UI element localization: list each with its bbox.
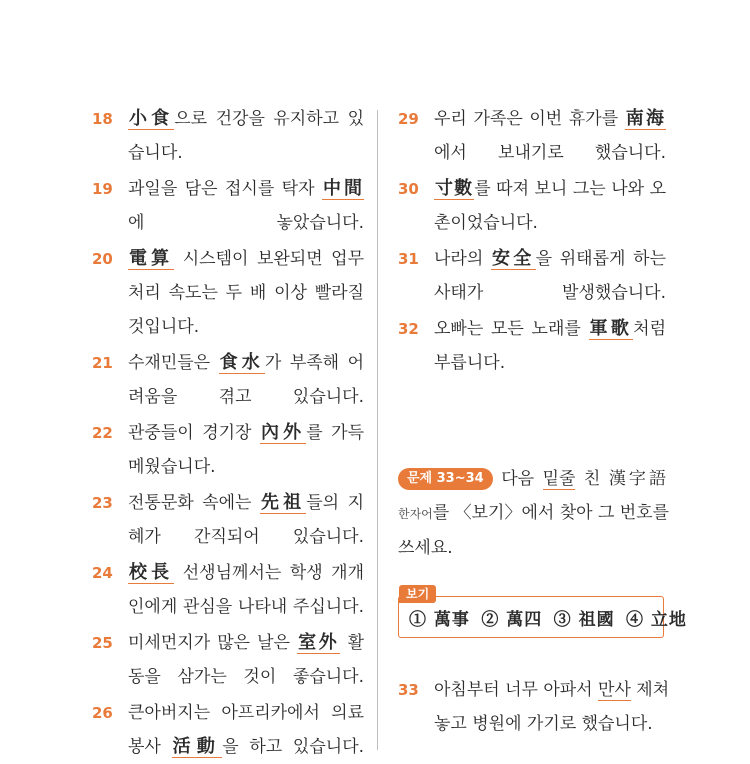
question-text: 을 하고 있습니다. [222, 737, 365, 757]
question-33 [398, 673, 670, 741]
question-line [128, 102, 364, 136]
question-text: 으로 건강을 유지하고 있 [174, 109, 365, 129]
hanja-term: 安全 [491, 248, 535, 269]
question-number: 31 [398, 250, 419, 268]
hanja-term: 小食 [129, 108, 174, 129]
bogi-option: ① 萬事 [409, 610, 470, 630]
bogi-option: ③ 祖國 [553, 610, 615, 630]
question-text: 인에게 관심을 나타내 주십니다. [128, 597, 364, 617]
hanja-term: 活動 [172, 736, 222, 757]
question-21 [92, 346, 364, 414]
question-text: 촌이었습니다. [434, 213, 538, 233]
instruction-line-2: 한자어를 〈보기〉에서 찾아 그 번호를 [398, 503, 670, 523]
question-text: 를 가득 [306, 423, 365, 443]
question-line [128, 660, 364, 694]
hanja-term: 室外 [298, 632, 340, 653]
question-text: 부릅니다. [434, 353, 506, 373]
question-number: 20 [92, 250, 113, 268]
question-25 [92, 626, 364, 694]
hanja-term: 內外 [261, 422, 306, 443]
bogi-option: ② 萬四 [481, 610, 543, 630]
question-line [128, 172, 364, 206]
question-32 [398, 312, 666, 380]
question-number: 30 [398, 180, 419, 198]
question-text: 과일을 담은 접시를 탁자 [128, 179, 322, 199]
question-text: 혜가 간직되어 있습니다. [128, 527, 364, 547]
question-text: 들의 지 [306, 493, 365, 513]
question-line [434, 102, 666, 136]
question-text: 전통문화 속에는 [128, 493, 260, 513]
question-line [434, 312, 666, 346]
question-line [434, 242, 666, 276]
question-text: 를 따져 보니 그는 나와 오 [474, 179, 666, 199]
question-line [128, 730, 364, 764]
column-divider [377, 110, 378, 750]
question-line [434, 172, 666, 206]
question-line [434, 346, 666, 380]
question-text: 선생님께서는 학생 개개 [174, 563, 365, 583]
bogi-options [409, 605, 693, 630]
question-text: 나라의 [434, 249, 491, 269]
question-line [128, 206, 364, 240]
instruction-line-1: 문제 33~34 다음 밑줄 친 漢字語 [398, 462, 666, 496]
question-line [128, 380, 364, 414]
problem-badge: 문제 33~34 [398, 468, 493, 490]
hanja-term: 電算 [129, 248, 174, 269]
question-20 [92, 242, 364, 344]
question-line [434, 136, 666, 170]
question-line [128, 276, 364, 310]
question-line [128, 520, 364, 554]
question-text: 가 부족해 어 [264, 353, 365, 373]
hanja-term: 中間 [322, 178, 363, 199]
question-line: 놓고 병원에 가기로 했습니다. [434, 714, 653, 734]
question-31 [398, 242, 666, 310]
hanja-term: 校長 [129, 562, 174, 583]
question-number: 24 [92, 564, 113, 582]
question-line: 아침부터 너무 아파서 만사 제쳐 [434, 680, 670, 700]
question-29 [398, 102, 666, 170]
question-line [128, 416, 364, 450]
question-line [128, 590, 364, 624]
hanja-term: 寸數 [435, 178, 474, 199]
question-18 [92, 102, 364, 170]
hanja-term: 食水 [219, 352, 264, 373]
hanja-term: 軍歌 [589, 318, 633, 339]
question-text: 우리 가족은 이번 휴가를 [434, 109, 625, 129]
underline-word: 만사 [598, 680, 631, 700]
question-number: 18 [92, 110, 113, 128]
question-22 [92, 416, 364, 484]
question-line [128, 242, 364, 276]
question-text: 려움을 겪고 있습니다. [128, 387, 364, 407]
question-text: 수재민들은 [128, 353, 219, 373]
question-line [128, 136, 364, 170]
question-text: 것입니다. [128, 317, 200, 337]
question-text: 봉사 [128, 737, 172, 757]
instruction-block [398, 462, 670, 565]
instruction-line-3: 쓰세요. [398, 538, 453, 558]
question-text: 큰아버지는 아프리카에서 의료 [128, 703, 364, 723]
question-line [128, 450, 364, 484]
question-line [128, 346, 364, 380]
question-text: 습니다. [128, 143, 183, 163]
question-19 [92, 172, 364, 240]
bogi-option: ④ 立地 [625, 610, 687, 630]
question-23 [92, 486, 364, 554]
question-text: 을 위태롭게 하는 [535, 249, 666, 269]
question-number: 22 [92, 424, 113, 442]
question-text: 처럼 [633, 319, 666, 339]
question-text: 에 놓았습니다. [128, 213, 364, 233]
question-text: 사태가 발생했습니다. [434, 283, 666, 303]
question-number: 23 [92, 494, 113, 512]
question-line [128, 626, 364, 660]
question-line [434, 206, 666, 240]
question-24 [92, 556, 364, 624]
question-text: 미세먼지가 많은 날은 [128, 633, 298, 653]
bogi-box [398, 587, 687, 638]
question-text: 에서 보내기로 했습니다. [434, 143, 666, 163]
question-text: 시스템이 보완되면 업무 [174, 249, 365, 269]
question-line [128, 486, 364, 520]
question-30 [398, 172, 666, 240]
question-text: 동을 삼가는 것이 좋습니다. [128, 667, 364, 687]
question-text: 오빠는 모든 노래를 [434, 319, 589, 339]
underline-word: 밑줄 [542, 469, 576, 489]
question-text: 활 [340, 633, 365, 653]
question-number: 25 [92, 634, 113, 652]
question-number: 19 [92, 180, 113, 198]
hanja-term: 南海 [625, 108, 665, 129]
hanja-term: 先祖 [261, 492, 306, 513]
question-number: 33 [398, 681, 419, 699]
question-line [128, 556, 364, 590]
bogi-tag: 보기 [399, 585, 436, 603]
question-number: 32 [398, 320, 419, 338]
question-26 [92, 696, 364, 764]
question-line [128, 310, 364, 344]
question-line [434, 276, 666, 310]
question-number: 21 [92, 354, 113, 372]
question-number: 29 [398, 110, 419, 128]
question-text: 메웠습니다. [128, 457, 216, 477]
question-line [128, 696, 364, 730]
question-number: 26 [92, 704, 113, 722]
question-text: 처리 속도는 두 배 이상 빨라질 [128, 283, 364, 303]
question-text: 관중들이 경기장 [128, 423, 260, 443]
